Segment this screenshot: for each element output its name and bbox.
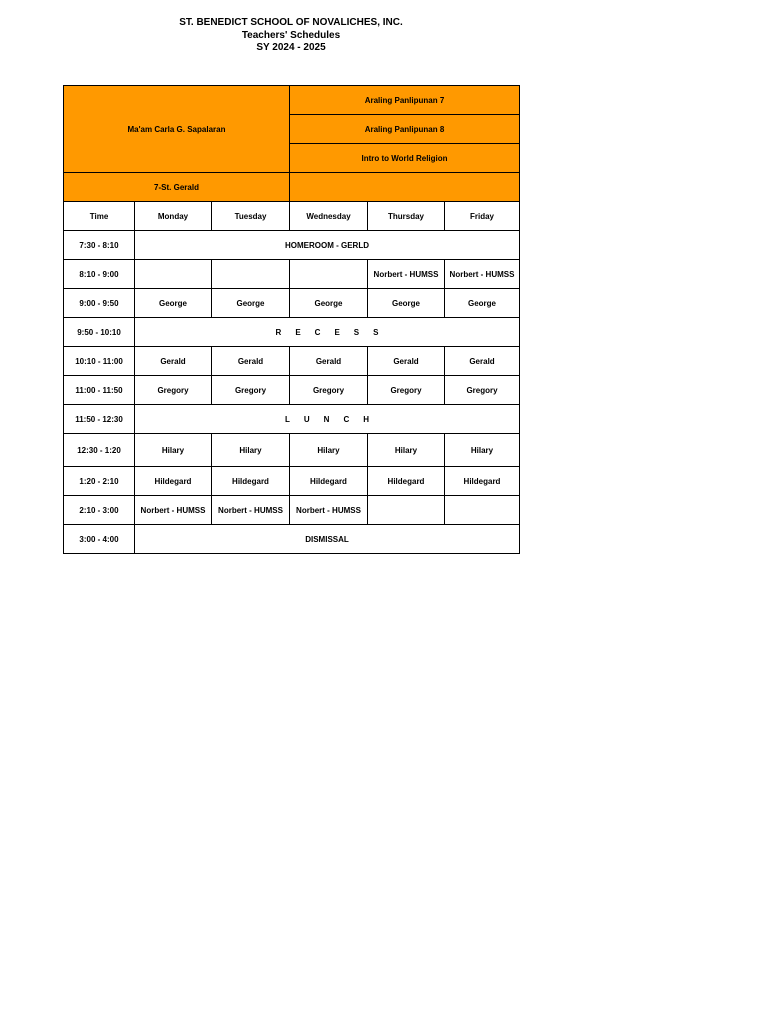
schedule-row (64, 318, 520, 347)
class-cell (290, 260, 368, 289)
schedule-row (64, 260, 520, 289)
time-cell: 8:10 - 9:00 (64, 260, 135, 289)
class-cell: Gerald (368, 347, 445, 376)
class-cell: Hildegard (368, 467, 445, 496)
class-cell: Gregory (135, 376, 212, 405)
class-cell (445, 496, 520, 525)
lunch-cell: LUNCH (135, 405, 520, 434)
time-cell: 9:00 - 9:50 (64, 289, 135, 318)
class-cell: George (445, 289, 520, 318)
col-header-friday: Friday (445, 202, 520, 231)
class-cell: Gerald (445, 347, 520, 376)
class-cell (368, 496, 445, 525)
col-header-tuesday: Tuesday (212, 202, 290, 231)
section-note (290, 173, 520, 202)
time-cell: 12:30 - 1:20 (64, 434, 135, 467)
time-cell: 2:10 - 3:00 (64, 496, 135, 525)
homeroom-cell: HOMEROOM - GERLD (135, 231, 520, 260)
column-header-row (64, 202, 520, 231)
subject-2: Araling Panlipunan 8 (290, 115, 520, 144)
recess-cell: RECESS (135, 318, 520, 347)
time-cell: 1:20 - 2:10 (64, 467, 135, 496)
time-cell: 11:00 - 11:50 (64, 376, 135, 405)
schedule-table (63, 85, 520, 554)
class-cell: Norbert - HUMSS (135, 496, 212, 525)
class-cell: Gregory (445, 376, 520, 405)
class-cell: George (135, 289, 212, 318)
schedule-row (64, 467, 520, 496)
class-cell (135, 260, 212, 289)
class-cell: Hilary (212, 434, 290, 467)
schedule-row (64, 405, 520, 434)
class-cell: George (212, 289, 290, 318)
class-cell: Norbert - HUMSS (445, 260, 520, 289)
class-cell: Norbert - HUMSS (290, 496, 368, 525)
schedule-row (64, 347, 520, 376)
class-cell: Hildegard (445, 467, 520, 496)
document-header (0, 17, 582, 55)
class-cell (212, 260, 290, 289)
class-cell: Norbert - HUMSS (212, 496, 290, 525)
time-cell: 11:50 - 12:30 (64, 405, 135, 434)
schedule-row (64, 434, 520, 467)
col-header-monday: Monday (135, 202, 212, 231)
document-subtitle: Teachers' Schedules (241, 29, 341, 41)
time-cell: 3:00 - 4:00 (64, 525, 135, 554)
class-cell: George (368, 289, 445, 318)
class-cell: Gregory (212, 376, 290, 405)
subject-1: Araling Panlipunan 7 (290, 86, 520, 115)
class-cell: Norbert - HUMSS (368, 260, 445, 289)
section-row (64, 173, 520, 202)
class-cell: Gregory (368, 376, 445, 405)
class-cell: Gerald (135, 347, 212, 376)
schedule-row (64, 289, 520, 318)
class-cell: Hildegard (212, 467, 290, 496)
col-header-wednesday: Wednesday (290, 202, 368, 231)
class-cell: Hildegard (290, 467, 368, 496)
class-cell: Hilary (135, 434, 212, 467)
schedule-row (64, 376, 520, 405)
class-cell: Hilary (445, 434, 520, 467)
time-cell: 9:50 - 10:10 (64, 318, 135, 347)
col-header-thursday: Thursday (368, 202, 445, 231)
teacher-name: Ma'am Carla G. Sapalaran (64, 86, 290, 173)
time-cell: 7:30 - 8:10 (64, 231, 135, 260)
class-cell: Gerald (212, 347, 290, 376)
class-cell: Hilary (368, 434, 445, 467)
class-cell: Hildegard (135, 467, 212, 496)
class-cell: Gregory (290, 376, 368, 405)
schedule-row (64, 525, 520, 554)
schedule-row (64, 231, 520, 260)
col-header-time: Time (64, 202, 135, 231)
school-year: SY 2024 - 2025 (256, 42, 326, 53)
teacher-info-row (64, 86, 520, 115)
schedule-row (64, 496, 520, 525)
time-cell: 10:10 - 11:00 (64, 347, 135, 376)
school-name: ST. BENEDICT SCHOOL OF NOVALICHES, INC. (179, 17, 403, 28)
section-name: 7-St. Gerald (64, 173, 290, 202)
dismissal-cell: DISMISSAL (135, 525, 520, 554)
class-cell: George (290, 289, 368, 318)
subject-3: Intro to World Religion (290, 144, 520, 173)
class-cell: Gerald (290, 347, 368, 376)
class-cell: Hilary (290, 434, 368, 467)
